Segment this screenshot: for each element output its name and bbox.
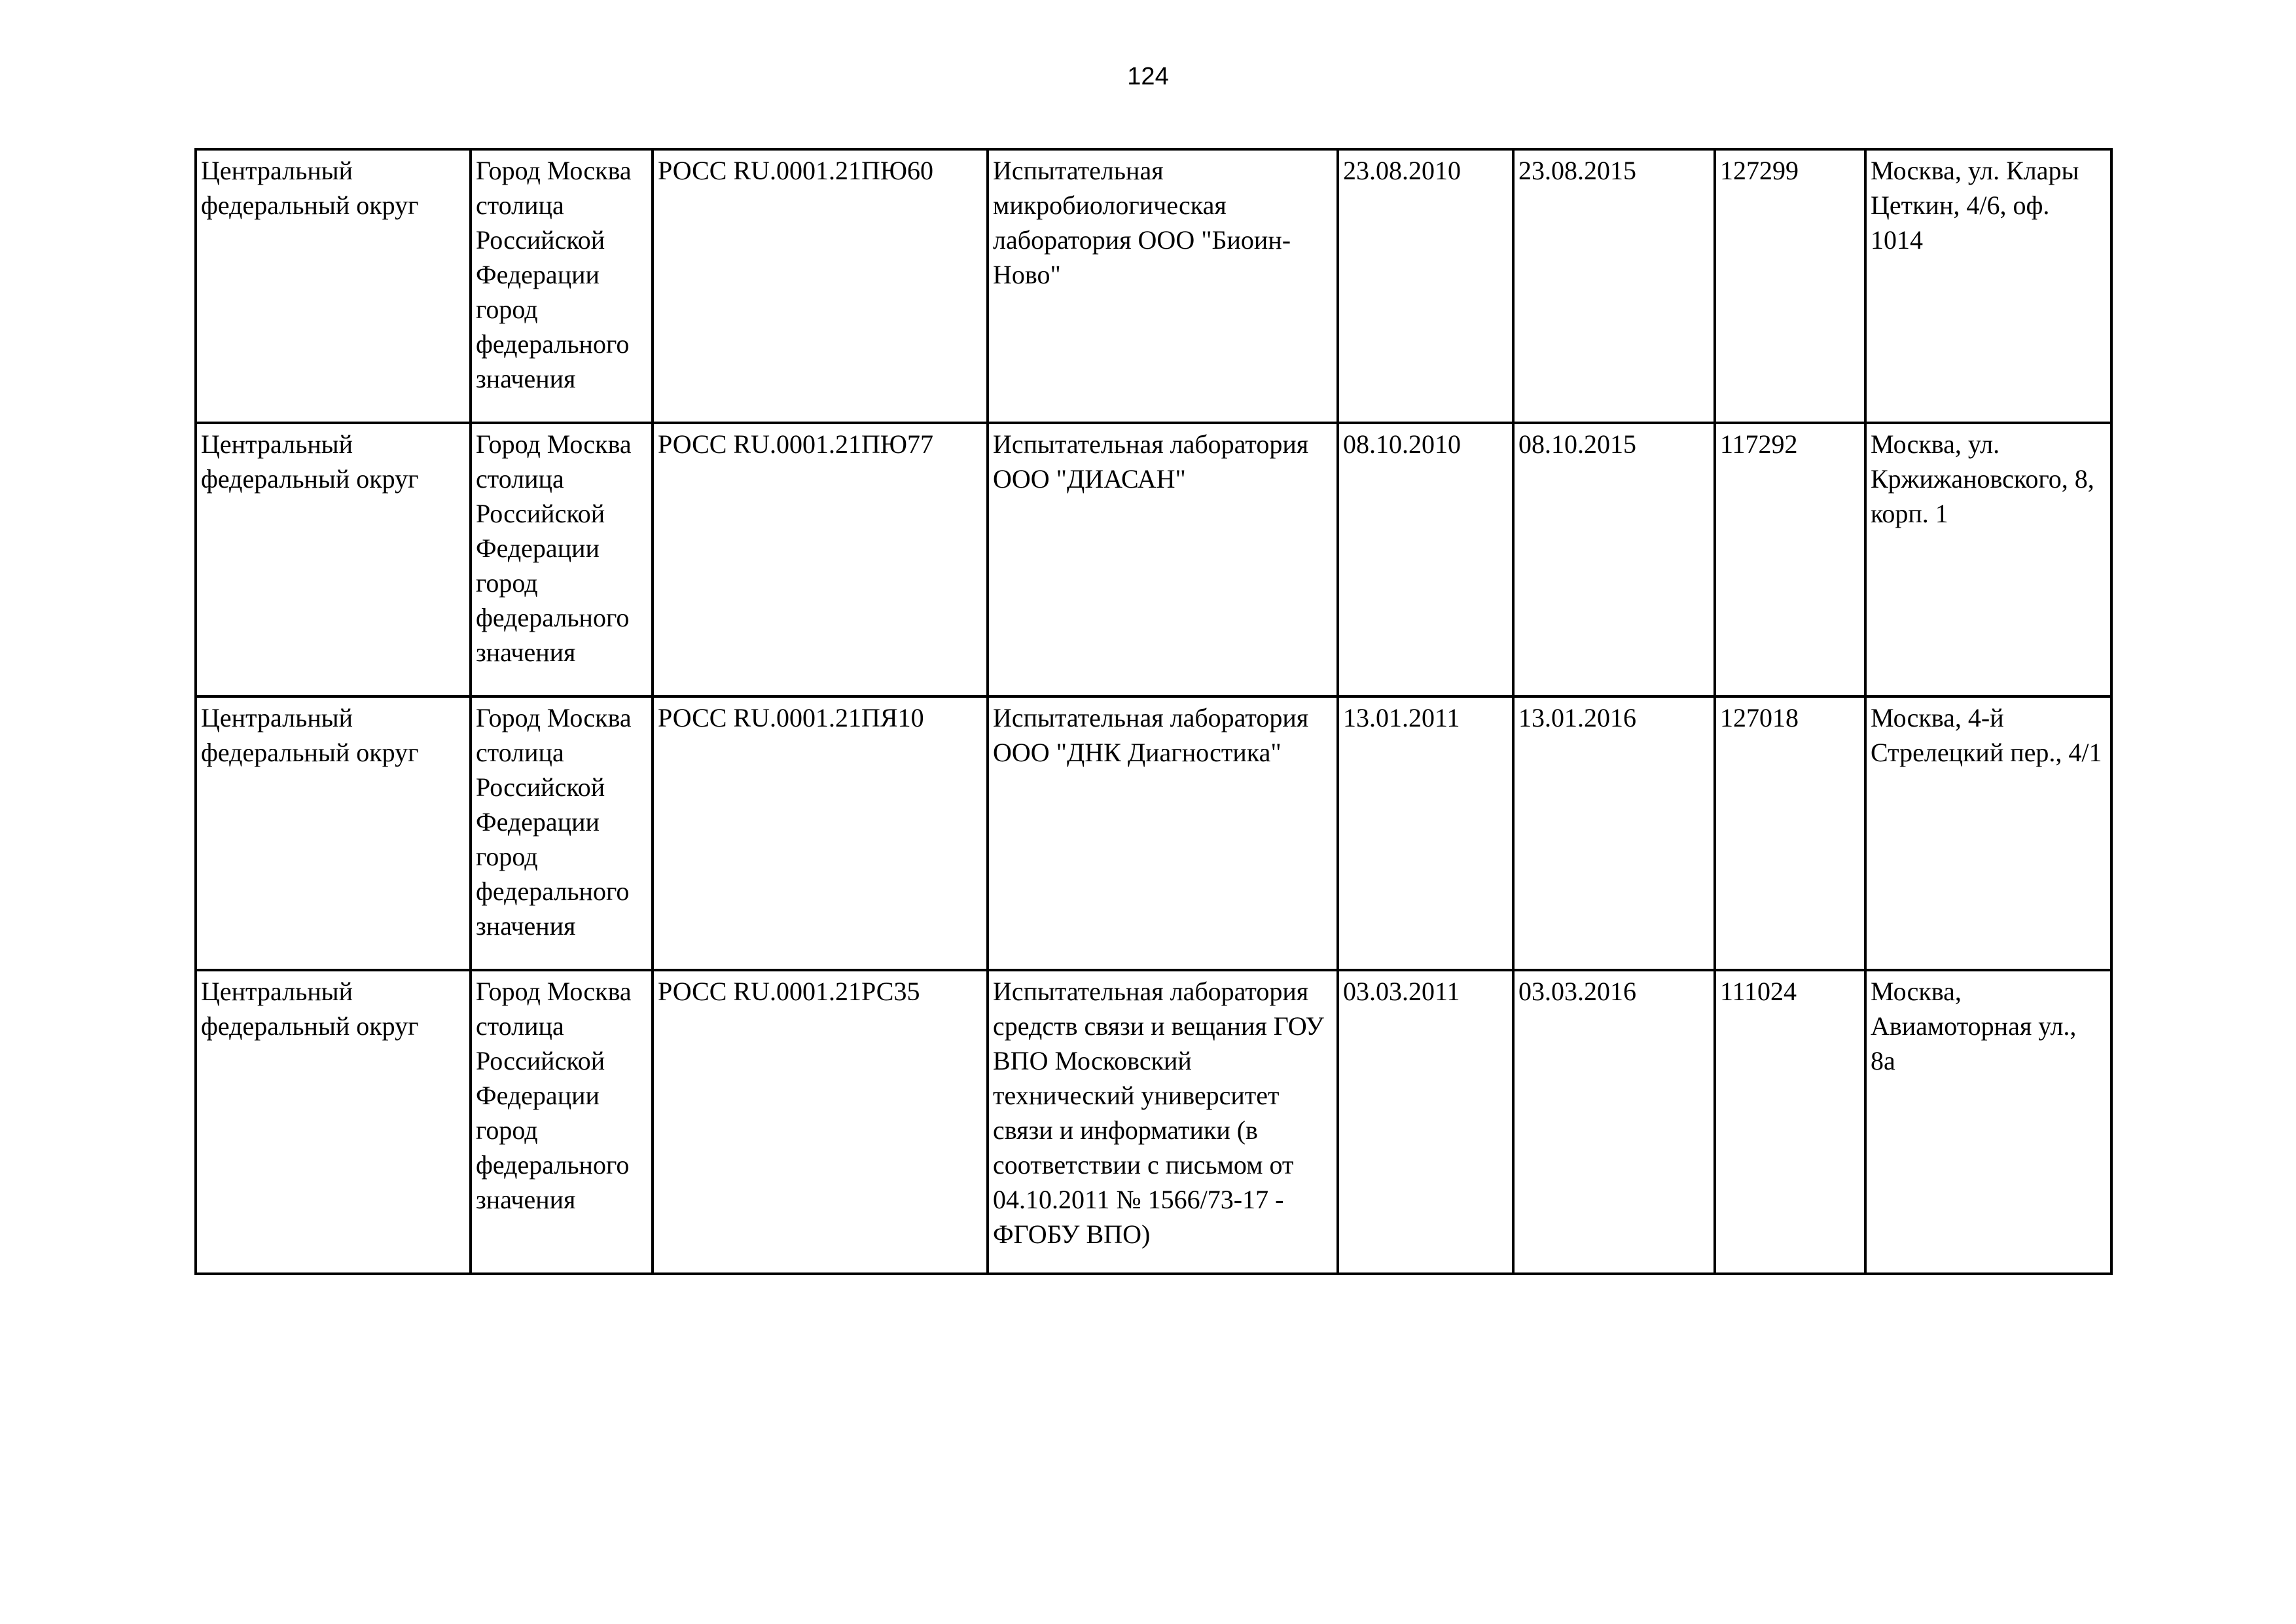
district-cell: Центральный федеральный округ (196, 970, 471, 1274)
table-row (196, 696, 2111, 970)
table-row (196, 149, 2111, 423)
laboratory-registry-table (194, 148, 2113, 1275)
address-cell: Москва, ул. Кржижановского, 8, корп. 1 (1865, 423, 2111, 696)
table-row (196, 970, 2111, 1274)
accreditation-number-cell: РОСС RU.0001.21ПЯ10 (653, 696, 988, 970)
district-cell: Центральный федеральный округ (196, 149, 471, 423)
address-cell: Москва, 4-й Стрелецкий пер., 4/1 (1865, 696, 2111, 970)
region-cell: Город Москва столица Российской Федерации город федерального значения (471, 423, 653, 696)
date-issued-cell: 03.03.2011 (1338, 970, 1513, 1274)
accreditation-number-cell: РОСС RU.0001.21ПЮ77 (653, 423, 988, 696)
date-expires-cell: 13.01.2016 (1513, 696, 1715, 970)
laboratory-cell: Испытательная лаборатория ООО "ДНК Диагностика" (988, 696, 1338, 970)
postal-code-cell: 117292 (1715, 423, 1865, 696)
date-expires-cell: 08.10.2015 (1513, 423, 1715, 696)
postal-code-cell: 127018 (1715, 696, 1865, 970)
date-issued-cell: 08.10.2010 (1338, 423, 1513, 696)
accreditation-number-cell: РОСС RU.0001.21ПЮ60 (653, 149, 988, 423)
page-number: 124 (1127, 63, 1169, 90)
address-cell: Москва, ул. Клары Цеткин, 4/6, оф. 1014 (1865, 149, 2111, 423)
table-row (196, 423, 2111, 696)
date-issued-cell: 23.08.2010 (1338, 149, 1513, 423)
date-issued-cell: 13.01.2011 (1338, 696, 1513, 970)
address-cell: Москва, Авиамоторная ул., 8а (1865, 970, 2111, 1274)
postal-code-cell: 111024 (1715, 970, 1865, 1274)
laboratory-cell: Испытательная лаборатория ООО "ДИАСАН" (988, 423, 1338, 696)
postal-code-cell: 127299 (1715, 149, 1865, 423)
district-cell: Центральный федеральный округ (196, 423, 471, 696)
laboratory-cell: Испытательная микробиологическая лаборатория ООО "Биоин-Ново" (988, 149, 1338, 423)
date-expires-cell: 23.08.2015 (1513, 149, 1715, 423)
accreditation-number-cell: РОСС RU.0001.21РС35 (653, 970, 988, 1274)
region-cell: Город Москва столица Российской Федерации город федерального значения (471, 696, 653, 970)
date-expires-cell: 03.03.2016 (1513, 970, 1715, 1274)
region-cell: Город Москва столица Российской Федерации город федерального значения (471, 970, 653, 1274)
region-cell: Город Москва столица Российской Федерации город федерального значения (471, 149, 653, 423)
district-cell: Центральный федеральный округ (196, 696, 471, 970)
laboratory-cell: Испытательная лаборатория средств связи и вещания ГОУ ВПО Московский технический университет связи и информатики (в соответствии с письмом от 04.10.2011 № 1566/73-17 - ФГОБУ ВПО) (988, 970, 1338, 1274)
